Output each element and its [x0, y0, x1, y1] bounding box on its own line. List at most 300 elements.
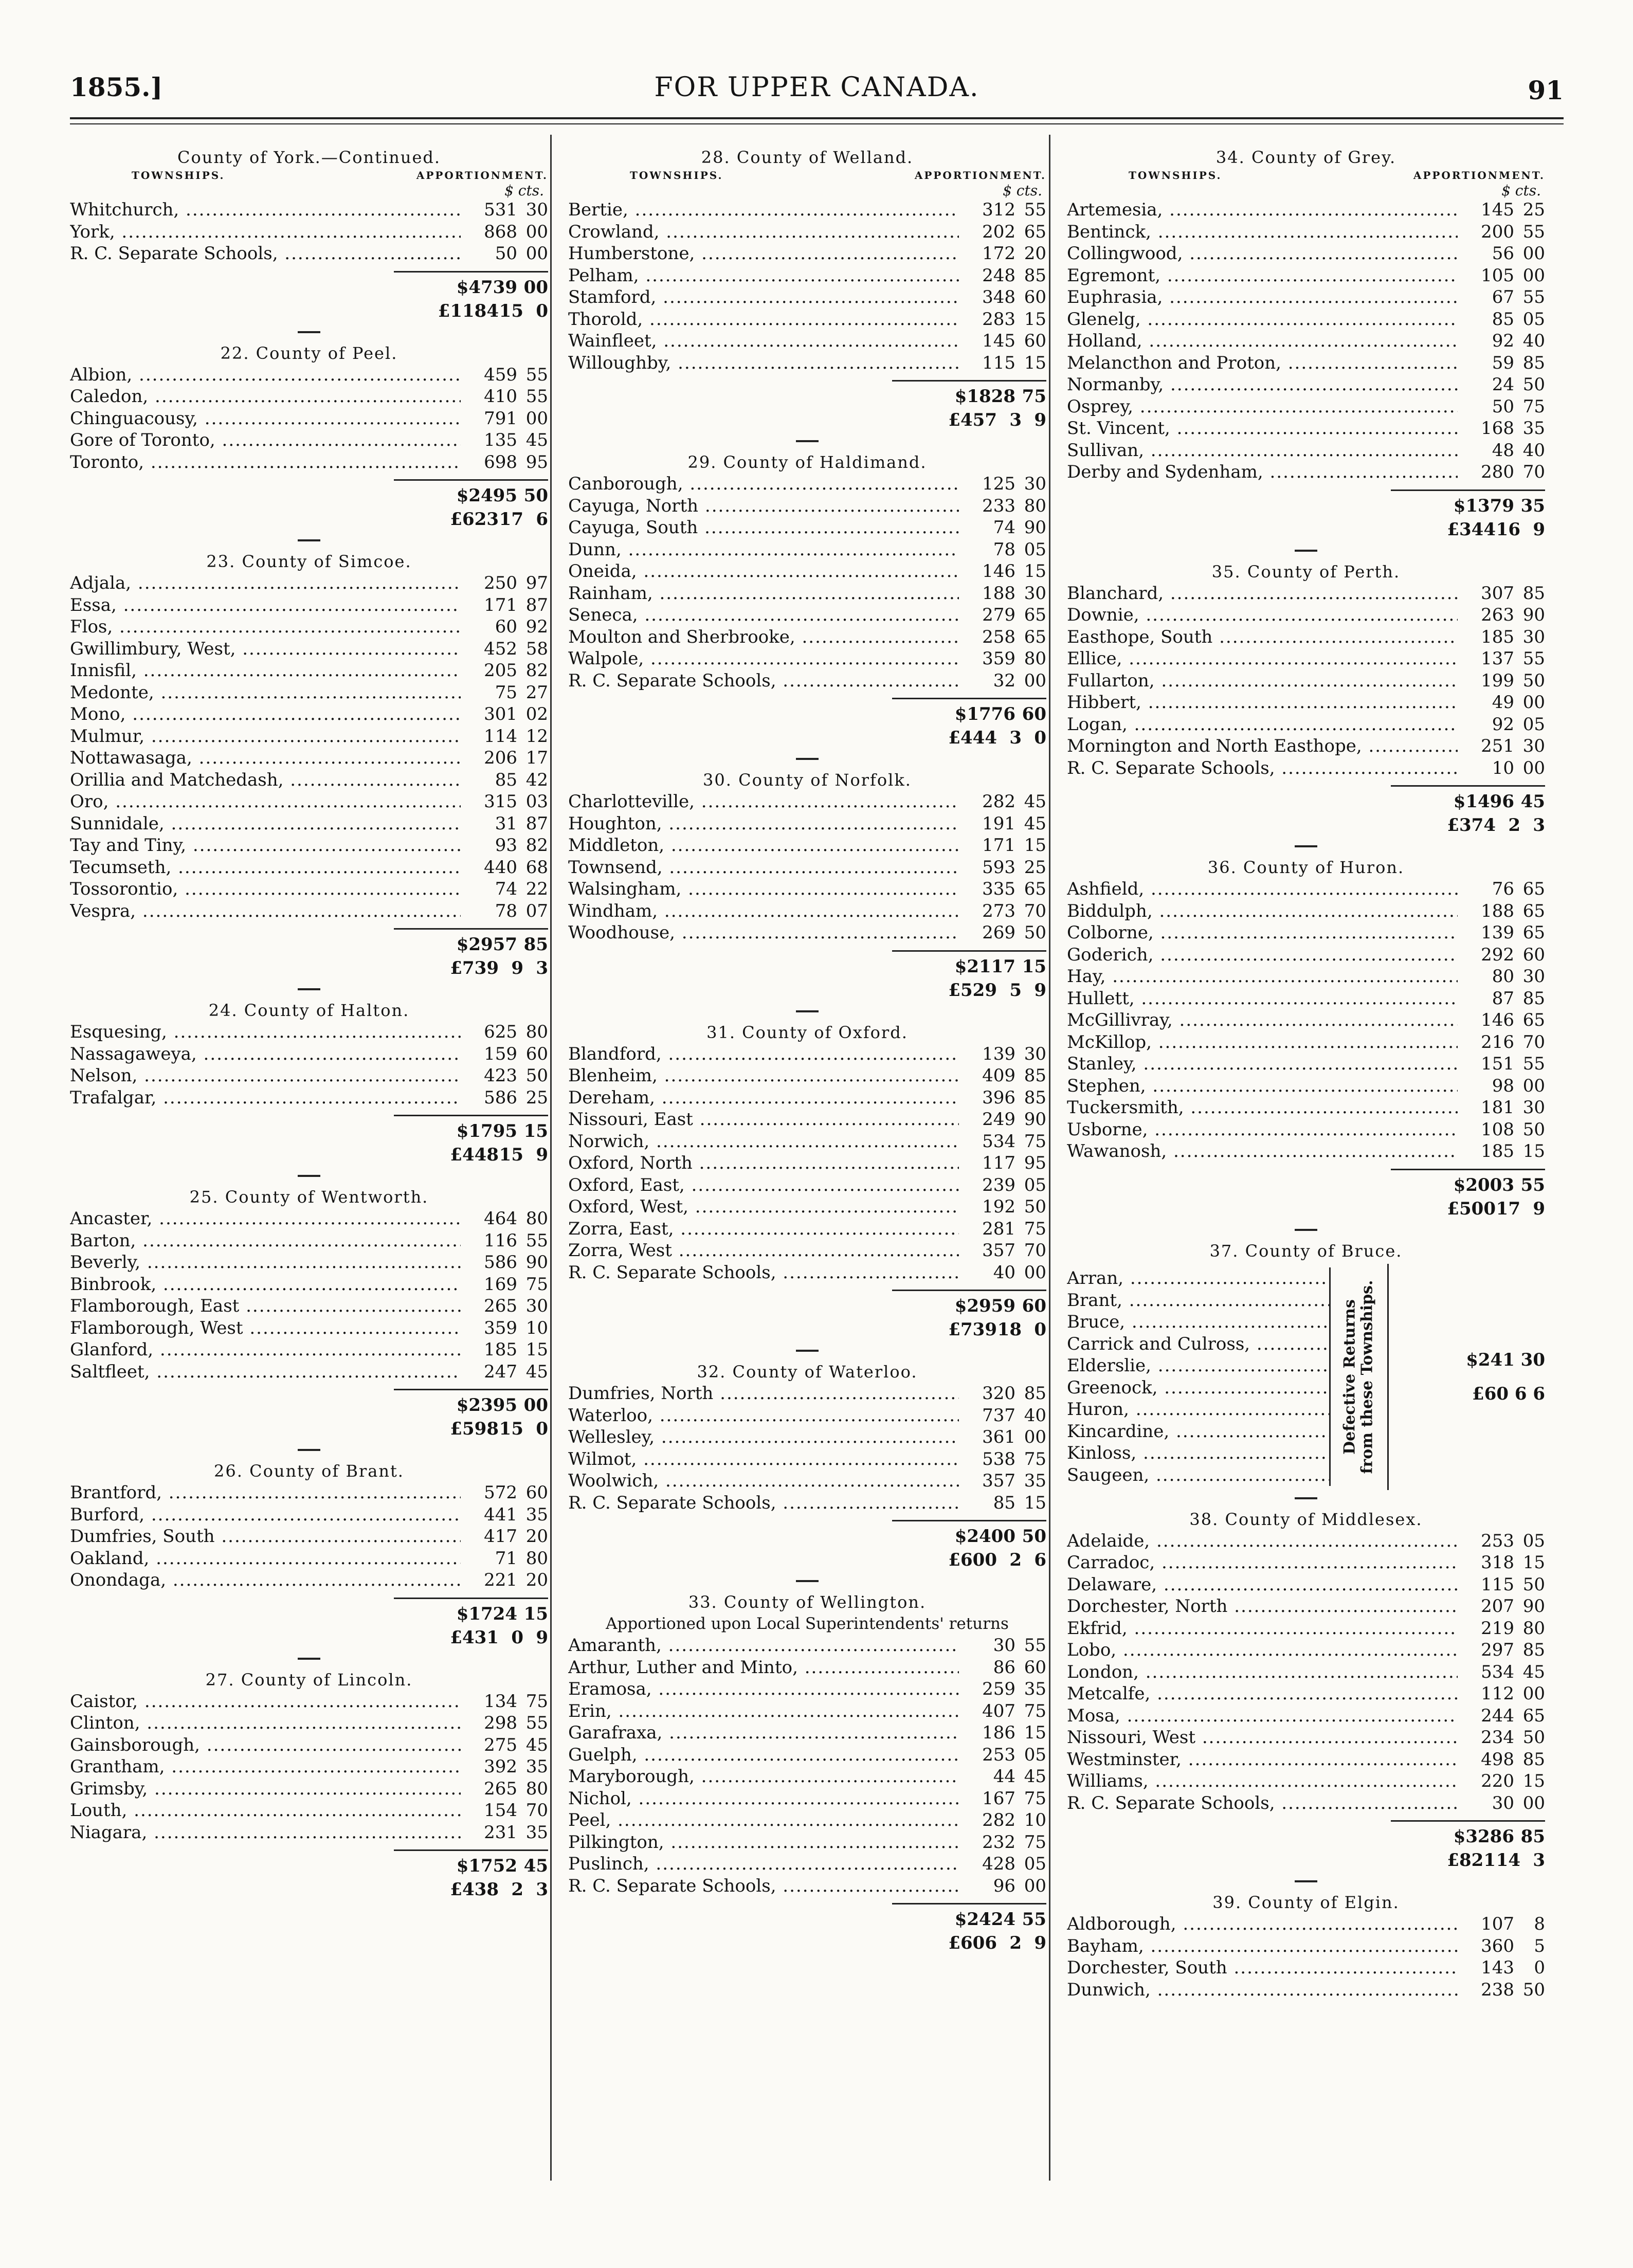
column-divider-1 [550, 135, 552, 2181]
township-row [1067, 1421, 1329, 1443]
township-name: Middleton, ..... [568, 834, 959, 857]
total-pounds-row [1391, 1198, 1545, 1222]
apportionment-cents: 40 [1024, 1405, 1046, 1426]
apportionment-cents: 03 [525, 791, 548, 812]
apportionment-dollars: 50 [495, 243, 517, 264]
county-totals [394, 928, 548, 981]
township-name: Carrick and Culross, ..... [1067, 1333, 1329, 1355]
apportionment-dollars: 791 [484, 408, 517, 429]
apportionment-cents: 05 [1522, 309, 1545, 330]
apportionment-dollars: 125 [982, 474, 1015, 494]
apportionment-dollars: 282 [982, 1810, 1015, 1830]
county-title: 24. County of Halton. [208, 1001, 410, 1020]
township-row [568, 1131, 1046, 1153]
township-name: Oneida, ..... [568, 560, 959, 583]
apportionment-dollars: 737 [982, 1405, 1015, 1426]
county-title: 37. County of Bruce. [1209, 1241, 1403, 1261]
total-pence: 9 [1034, 410, 1046, 430]
apportionment-dollars: 105 [1481, 265, 1514, 286]
apportionment-dollars: 348 [982, 287, 1015, 307]
township-row [70, 1339, 548, 1361]
apportionment-dollars: 145 [1481, 199, 1514, 220]
total-dollars-cents: 15 [523, 1121, 548, 1141]
apportionment-cents: 20 [525, 1526, 548, 1547]
township-row [70, 1251, 548, 1274]
apportionment-dollars: 572 [484, 1482, 517, 1503]
total-pence: 9 [1034, 979, 1046, 1001]
total-shillings: 2 [1508, 815, 1520, 836]
township-name: Westminster, ..... [1067, 1749, 1458, 1771]
township-row [1067, 966, 1545, 988]
apportionment-cents: 50 [525, 1065, 548, 1086]
township-row [1067, 944, 1545, 966]
township-row [568, 1744, 1046, 1766]
apportionment-dollars: 315 [484, 791, 517, 812]
apportionment-cents: 82 [525, 835, 548, 856]
apportionment-cents: 65 [1522, 922, 1545, 943]
township-row [1067, 374, 1545, 396]
total-pounds: £374 [1447, 815, 1496, 836]
apportionment-dollars: 188 [1481, 900, 1514, 921]
county-totals [394, 1389, 548, 1442]
apportionment-cents: 60 [525, 1482, 548, 1503]
township-name: Eramosa, ..... [568, 1678, 959, 1700]
total-dollars: $2959 [954, 1296, 1015, 1316]
apportionment-dollars: 92 [1492, 714, 1514, 735]
township-row [70, 834, 548, 857]
apportionment-dollars: 200 [1481, 221, 1514, 242]
total-pounds-row [892, 409, 1046, 433]
apportionment-dollars: 168 [1481, 418, 1514, 439]
township-row [70, 1295, 548, 1317]
column-3 [1067, 147, 1545, 2006]
township-name: Pelham, ..... [568, 265, 959, 287]
township-name: Oxford, North ..... [568, 1152, 959, 1174]
total-dollars-cents: 85 [523, 934, 548, 955]
apportionment-cents: 50 [1522, 1574, 1545, 1595]
apportionment-header: APPORTIONMENT. [1413, 169, 1545, 182]
apportionment-dollars: 50 [1492, 396, 1514, 417]
apportionment-cents: 10 [1024, 1810, 1046, 1830]
apportionment-cents: 70 [1522, 1031, 1545, 1053]
township-name: Tecumseth, ..... [70, 857, 461, 879]
apportionment-dollars: 86 [993, 1657, 1015, 1678]
apportionment-dollars: 207 [1481, 1596, 1514, 1617]
apportionment-dollars: 269 [982, 922, 1015, 943]
apportionment-dollars: 428 [982, 1854, 1015, 1874]
apportionment-cents: 92 [525, 616, 548, 637]
apportionment-dollars: 360 [1481, 1935, 1514, 1956]
township-row [70, 1691, 548, 1713]
township-row [1067, 1399, 1329, 1421]
township-name: Tossorontio, ..... [70, 878, 461, 900]
township-row [1067, 199, 1545, 221]
township-name: Adjala, ..... [70, 572, 461, 594]
total-dollars-row [892, 386, 1046, 409]
total-shillings: 15 [499, 1419, 523, 1439]
apportionment-dollars: 335 [982, 879, 1015, 899]
apportionment-cents: 30 [1024, 583, 1046, 604]
apportionment-dollars: 250 [484, 573, 517, 593]
total-pounds-row [394, 1879, 548, 1902]
county-title: 36. County of Huron. [1207, 858, 1405, 877]
apportionment-cents: 75 [1024, 1831, 1046, 1853]
apportionment-cents: 30 [1522, 736, 1545, 756]
page-number: 91 [1528, 75, 1564, 105]
township-name: Hibbert, ..... [1067, 692, 1458, 714]
township-row [70, 1317, 548, 1339]
apportionment-cents: 15 [1024, 352, 1046, 373]
township-name: Dumfries, North ..... [568, 1383, 959, 1405]
township-row [1067, 757, 1545, 779]
township-name: Innisfil, ..... [70, 660, 461, 682]
township-row [1067, 1913, 1545, 1935]
apportionment-cents: 70 [1522, 462, 1545, 482]
township-name: Oakland, ..... [70, 1548, 461, 1570]
apportionment-cents: 50 [1522, 670, 1545, 691]
apportionment-cents: 10 [525, 1317, 548, 1338]
total-shillings: 16 [1496, 519, 1520, 540]
total-pounds-row [1391, 519, 1545, 542]
apportionment-cents: 55 [1522, 1054, 1545, 1074]
section-dash [298, 988, 320, 990]
apportionment-cents: 00 [1522, 1075, 1545, 1096]
apportionment-cents: 80 [525, 1208, 548, 1229]
township-name: Ashfield, ..... [1067, 878, 1458, 900]
apportionment-dollars: 312 [982, 199, 1015, 220]
defective-returns-group [1067, 1264, 1545, 1490]
township-row [568, 791, 1046, 813]
apportionment-dollars: 143 [1481, 1957, 1514, 1978]
township-name: Holland, ..... [1067, 330, 1458, 352]
township-name: Dunn, ..... [568, 539, 959, 561]
apportionment-dollars: 396 [982, 1087, 1015, 1108]
total-pounds-row [394, 1627, 548, 1650]
apportionment-dollars: 108 [1481, 1119, 1514, 1140]
township-name: Thorold, ..... [568, 309, 959, 331]
total-pence: 9 [536, 1627, 548, 1648]
township-name: Aldborough, ..... [1067, 1913, 1458, 1935]
township-name: Gore of Toronto, ..... [70, 429, 461, 451]
township-row [568, 495, 1046, 517]
township-row [568, 1809, 1046, 1831]
apportionment-cents: 80 [525, 1022, 548, 1042]
township-name: Townsend, ..... [568, 857, 959, 879]
township-name: Canborough, ..... [568, 473, 959, 495]
township-row [70, 1043, 548, 1065]
header-rule-top [70, 117, 1564, 119]
township-row [70, 682, 548, 704]
township-row [568, 243, 1046, 265]
township-row [1067, 988, 1545, 1010]
township-name: Bertie, ..... [568, 199, 959, 221]
apportionment-dollars: 392 [484, 1756, 517, 1777]
total-dollars-row [1391, 495, 1545, 519]
apportionment-cents: 30 [1522, 966, 1545, 987]
township-name: Beverly, ..... [70, 1251, 461, 1274]
section-dash [298, 1658, 320, 1660]
apportionment-cents: 60 [525, 1043, 548, 1064]
township-row [1067, 286, 1545, 309]
county-title: 33. County of Wellington. [688, 1592, 927, 1612]
county-title: County of York.—Continued. [177, 148, 441, 167]
township-name: Carradoc, ..... [1067, 1552, 1458, 1574]
township-name: Glenelg, ..... [1067, 309, 1458, 331]
total-dollars-cents: 50 [1022, 1526, 1046, 1547]
column-headers [1067, 168, 1545, 183]
apportionment-header: APPORTIONMENT. [914, 169, 1046, 182]
township-name: Dumfries, South ..... [70, 1526, 461, 1548]
township-name: Wellesley, ..... [568, 1426, 959, 1448]
apportionment-dollars: 320 [982, 1383, 1015, 1404]
county-title: 23. County of Simcoe. [206, 552, 412, 571]
county-title: 30. County of Norfolk. [703, 770, 912, 790]
apportionment-cents: 35 [525, 1504, 548, 1525]
township-row [1067, 418, 1545, 440]
township-name: Cayuga, North ..... [568, 495, 959, 517]
township-row [70, 703, 548, 725]
township-name: R. C. Separate Schools, ..... [568, 1492, 959, 1514]
apportionment-dollars: 80 [1492, 966, 1514, 987]
apportionment-dollars: 67 [1492, 287, 1514, 307]
apportionment-cents: 80 [1024, 648, 1046, 669]
township-row [70, 1361, 548, 1383]
township-name: Rainham, ..... [568, 583, 959, 605]
total-shillings: 17 [499, 509, 523, 530]
township-row [70, 1065, 548, 1087]
apportionment-dollars: 253 [982, 1744, 1015, 1765]
apportionment-dollars: 181 [1481, 1097, 1514, 1118]
total-dollars: $3286 [1453, 1826, 1514, 1847]
township-name: Williams, ..... [1067, 1770, 1458, 1792]
county-totals [892, 1290, 1046, 1342]
township-name: Cayuga, South ..... [568, 517, 959, 539]
township-row [1067, 922, 1545, 944]
total-pence: 9 [1034, 1933, 1046, 1953]
township-row [1067, 265, 1545, 287]
apportionment-dollars: 98 [1492, 1075, 1514, 1096]
county-totals [1391, 785, 1545, 838]
township-row [70, 813, 548, 835]
township-name: Mono, ..... [70, 703, 461, 725]
township-row [1067, 1355, 1329, 1377]
township-name: Kinloss, ..... [1067, 1442, 1329, 1464]
apportionment-cents: 50 [1522, 1119, 1545, 1140]
county-title: 28. County of Welland. [701, 148, 914, 167]
township-row [1067, 1595, 1545, 1618]
apportionment-cents: 80 [525, 1548, 548, 1569]
apportionment-dollars: 139 [1481, 922, 1514, 943]
apportionment-cents: 95 [1024, 1153, 1046, 1173]
apportionment-dollars: 107 [1481, 1914, 1514, 1934]
section-dash [298, 539, 320, 541]
township-name: Vespra, ..... [70, 900, 461, 922]
apportionment-dollars: 251 [1481, 736, 1514, 756]
township-name: Lobo, ..... [1067, 1639, 1458, 1661]
township-list [1067, 1267, 1331, 1486]
total-pounds-row [394, 957, 548, 981]
township-row [70, 1800, 548, 1822]
township-name: Niagara, ..... [70, 1822, 461, 1844]
apportionment-cents: 15 [1024, 1492, 1046, 1513]
apportionment-dollars: 134 [484, 1691, 517, 1712]
township-row [1067, 1957, 1545, 1979]
apportionment-cents: 65 [1522, 1705, 1545, 1726]
township-name: Collingwood, ..... [1067, 243, 1458, 265]
section-dash [1295, 1497, 1317, 1499]
apportionment-dollars: 185 [1481, 1141, 1514, 1162]
total-pounds: £444 [948, 728, 997, 748]
township-row [70, 1822, 548, 1844]
township-name: Onondaga, ..... [70, 1569, 461, 1591]
township-name: Brantford, ..... [70, 1482, 461, 1504]
total-pence: 0 [536, 300, 548, 321]
township-name: Nissouri, East ..... [568, 1109, 959, 1131]
page-header [70, 72, 1564, 109]
total-dollars: $1752 [456, 1856, 517, 1876]
county-section [70, 147, 548, 324]
township-row [70, 243, 548, 265]
currency-units: $ cts. [1003, 182, 1042, 199]
township-row [568, 1875, 1046, 1897]
apportionment-dollars: 239 [982, 1174, 1015, 1195]
township-row [1067, 900, 1545, 922]
apportionment-cents: 00 [1522, 692, 1545, 713]
township-row [70, 900, 548, 922]
apportionment-cents: 35 [525, 1822, 548, 1843]
total-dollars: $1795 [456, 1121, 517, 1141]
apportionment-dollars: 74 [993, 517, 1015, 538]
township-row [568, 1722, 1046, 1744]
county-section [568, 769, 1046, 1003]
total-dollars-row [394, 1855, 548, 1879]
apportionment-dollars: 253 [1481, 1530, 1514, 1551]
apportionment-cents: 05 [1024, 1744, 1046, 1765]
column-2 [568, 147, 1046, 1961]
apportionment-dollars: 24 [1492, 374, 1514, 395]
apportionment-dollars: 154 [484, 1800, 517, 1821]
total-pounds: £344 [1447, 519, 1496, 540]
apportionment-dollars: 292 [1481, 944, 1514, 965]
apportionment-dollars: 586 [484, 1087, 517, 1108]
apportionment-dollars: 440 [484, 857, 517, 878]
apportionment-cents: 50 [1522, 1979, 1545, 2000]
total-shillings: 2 [511, 1879, 523, 1900]
township-row [1067, 1377, 1329, 1399]
apportionment-dollars: 78 [993, 539, 1015, 560]
apportionment-dollars: 361 [982, 1427, 1015, 1447]
apportionment-cents: 5 [1534, 1935, 1545, 1956]
apportionment-dollars: 151 [1481, 1054, 1514, 1074]
total-pounds: £431 [450, 1627, 499, 1648]
apportionment-cents: 00 [1024, 1427, 1046, 1447]
apportionment-dollars: 247 [484, 1361, 517, 1382]
total-shillings: 2 [1009, 1933, 1022, 1953]
township-name: Walsingham, ..... [568, 878, 959, 900]
apportionment-cents: 35 [1522, 418, 1545, 439]
township-name: Bentinck, ..... [1067, 221, 1458, 243]
total-dollars: $2400 [954, 1526, 1015, 1547]
total-pence: 6 [536, 509, 548, 530]
apportionment-dollars: 586 [484, 1252, 517, 1273]
running-title: FOR UPPER CANADA. [654, 72, 979, 103]
apportionment-cents: 42 [525, 769, 548, 790]
apportionment-cents: 75 [525, 1274, 548, 1295]
apportionment-cents: 30 [1024, 474, 1046, 494]
township-row [70, 408, 548, 430]
apportionment-dollars: 318 [1481, 1552, 1514, 1573]
township-name: Nassagaweya, ..... [70, 1043, 461, 1065]
apportionment-cents: 65 [1024, 626, 1046, 647]
township-row [568, 1218, 1046, 1240]
apportionment-dollars: 192 [982, 1196, 1015, 1217]
township-name: Toronto, ..... [70, 451, 461, 474]
total-dollars: $2957 [456, 934, 517, 955]
apportionment-dollars: 205 [484, 660, 517, 681]
county-totals [1391, 1820, 1545, 1873]
apportionment-dollars: 263 [1481, 605, 1514, 625]
county-section [568, 1361, 1046, 1573]
apportionment-dollars: 221 [484, 1570, 517, 1590]
apportionment-cents: 25 [1024, 857, 1046, 878]
township-name: Arran, ..... [1067, 1267, 1329, 1290]
apportionment-dollars: 85 [495, 769, 517, 790]
total-dollars: $2395 [456, 1395, 517, 1416]
apportionment-cents: 60 [1024, 1657, 1046, 1678]
township-name: Oxford, East, ..... [568, 1174, 959, 1196]
county-totals [1391, 489, 1545, 542]
apportionment-dollars: 307 [1481, 583, 1514, 604]
township-row [70, 221, 548, 243]
county-section [1067, 1240, 1545, 1490]
apportionment-cents: 00 [1522, 265, 1545, 286]
township-row [1067, 1683, 1545, 1705]
township-row [568, 1635, 1046, 1657]
apportionment-dollars: 115 [1481, 1574, 1514, 1595]
apportionment-cents: 15 [1522, 1771, 1545, 1791]
apportionment-dollars: 56 [1492, 243, 1514, 264]
township-row [568, 1174, 1046, 1196]
section-dash [796, 1010, 819, 1012]
township-name: Blandford, ..... [568, 1043, 959, 1065]
total-shillings: 2 [1009, 1550, 1022, 1570]
township-name: Saltfleet, ..... [70, 1361, 461, 1383]
total-pounds-row [394, 300, 548, 324]
total-shillings: 18 [997, 1319, 1022, 1340]
township-row [568, 1426, 1046, 1448]
townships-header: TOWNSHIPS. [1129, 169, 1222, 182]
apportionment-cents: 45 [525, 430, 548, 450]
apportionment-dollars: 248 [982, 265, 1015, 286]
apportionment-dollars: 233 [982, 495, 1015, 516]
total-pounds: £60 6 6 [1472, 1383, 1545, 1404]
total-dollars-row [892, 1526, 1046, 1549]
total-pounds: £457 [948, 410, 997, 430]
apportionment-dollars: 93 [495, 835, 517, 856]
county-totals [394, 1115, 548, 1168]
apportionment-cents: 65 [1522, 1010, 1545, 1030]
township-row [1067, 461, 1545, 483]
apportionment-dollars: 459 [484, 364, 517, 385]
apportionment-cents: 60 [1024, 331, 1046, 351]
apportionment-dollars: 32 [993, 670, 1015, 691]
township-name: Nelson, ..... [70, 1065, 461, 1087]
apportionment-dollars: 167 [982, 1788, 1015, 1809]
apportionment-cents: 00 [1522, 757, 1545, 778]
county-section [1067, 857, 1545, 1222]
apportionment-cents: 15 [1024, 561, 1046, 582]
township-row [568, 1788, 1046, 1810]
